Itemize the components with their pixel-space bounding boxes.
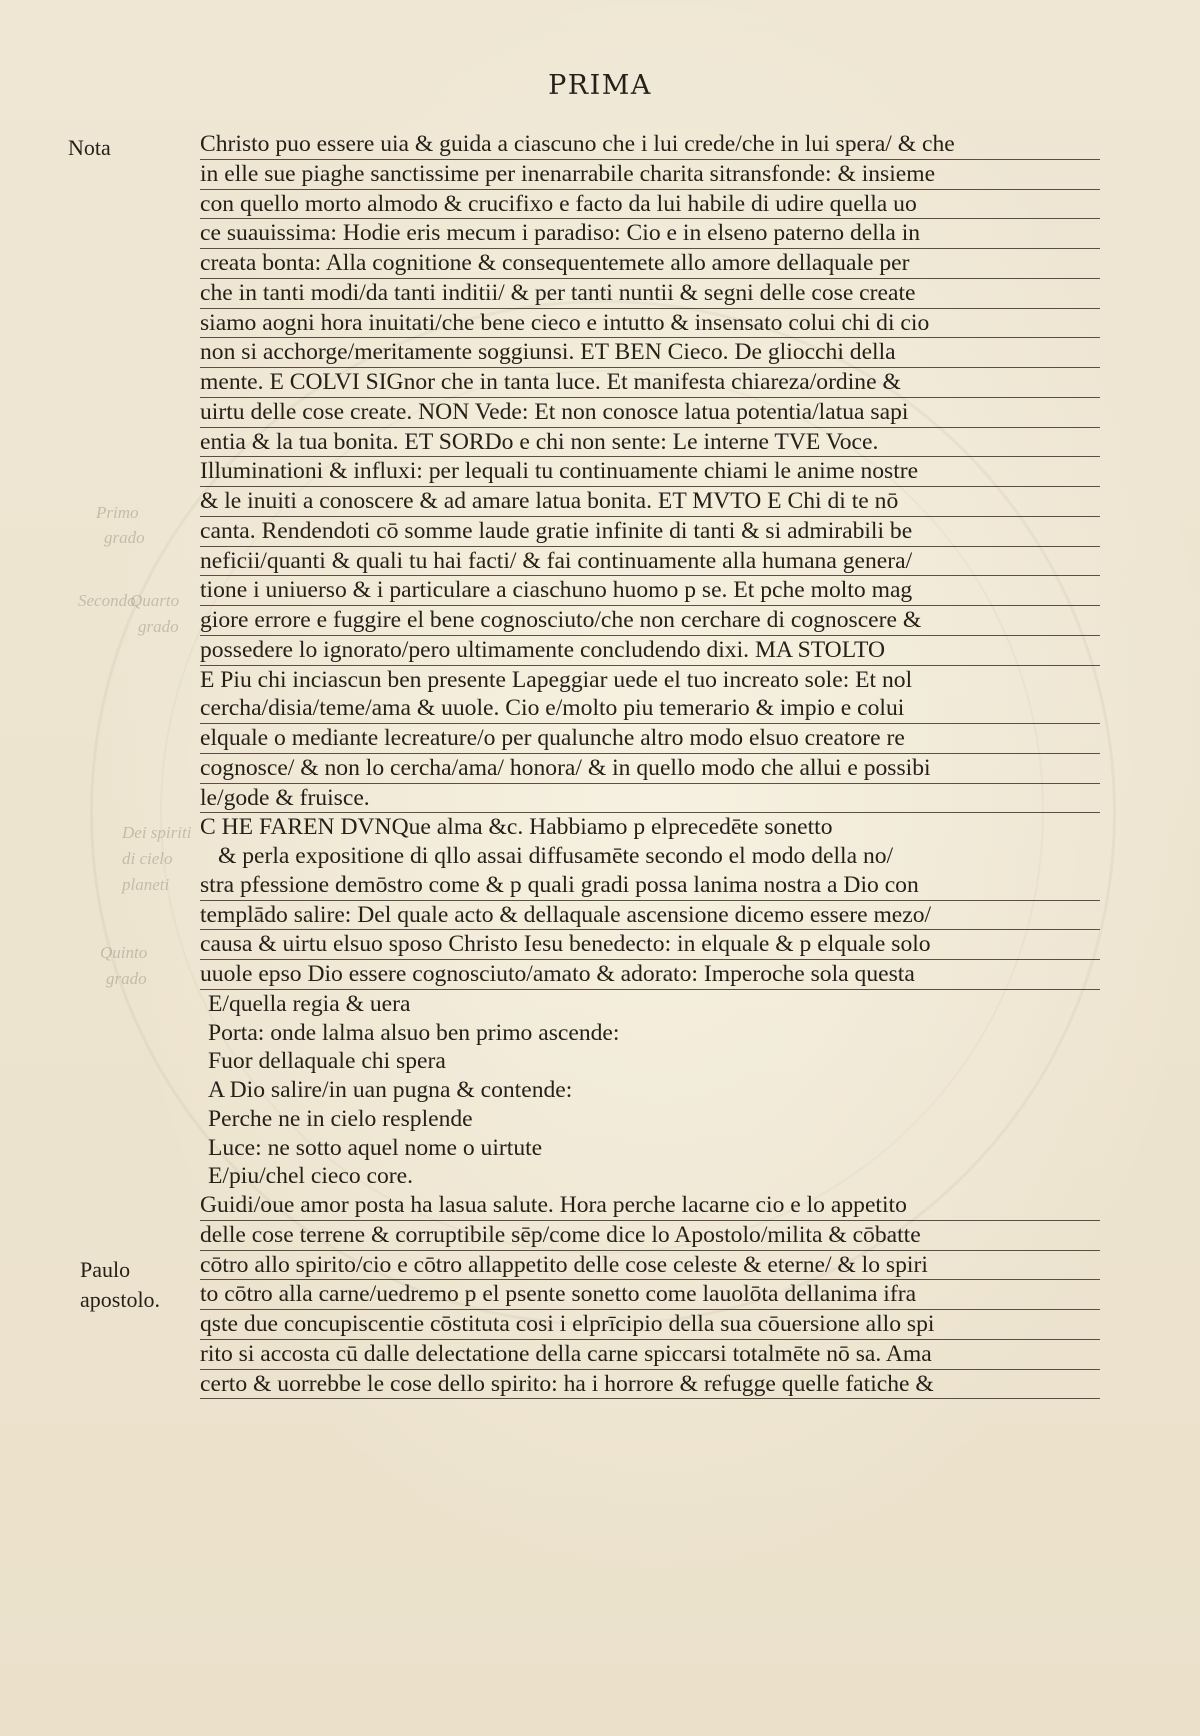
text-line: cercha/disia/teme/ama & uuole. Cio e/molto piu temerario & impio e colui <box>200 694 1100 724</box>
verse-line: Perche ne in cielo resplende <box>208 1105 473 1132</box>
ghost-note: grado <box>138 617 179 636</box>
text-line: mente. E COLVI SIGnor che in tanta luce. Et manifesta chiareza/ordine & <box>200 368 1100 398</box>
text-line: creata bonta: Alla cognitione & consequentemete allo amore dellaquale per <box>200 249 1100 279</box>
verse-line: A Dio salire/in uan pugna & contende: <box>208 1077 573 1103</box>
text-line: siamo aogni hora inuitati/che bene cieco e intutto & insensato colui chi di cio <box>200 309 1100 339</box>
text-line: possedere lo ignorato/pero ultimamente concludendo dixi. MA STOLTO <box>200 636 1100 666</box>
text-line: to cōtro alla carne/uedremo p el psente sonetto come lauolōta dellanima ifra <box>200 1280 1100 1310</box>
text-line: uuole epso Dio essere cognosciuto/amato & adorato: Imperoche sola questa <box>200 960 1100 990</box>
ghost-note: Secondo <box>78 591 136 610</box>
text-line: templādo salire: Del quale acto & dellaquale ascensione dicemo essere mezo/ <box>200 901 1100 931</box>
text-line: rito si accosta cū dalle delectatione della carne spiccarsi totalmēte nō sa. Ama <box>200 1340 1100 1370</box>
text-line: uirtu delle cose create. NON Vede: Et non conosce latua potentia/latua sapi <box>200 398 1100 428</box>
verse-line: Fuor dellaquale chi spera <box>208 1048 446 1075</box>
margin-note-apostolo: apostolo. <box>80 1287 161 1312</box>
ghost-note: grado <box>104 528 145 547</box>
verse-line: Luce: ne sotto aquel nome o uirtute <box>208 1134 543 1161</box>
text-line: neficii/quanti & quali tu hai facti/ & fai continuamente alla humana genera/ <box>200 547 1100 577</box>
text-line: stra pfessione demōstro come & p quali gradi possa lanima nostra a Dio con <box>200 871 1100 901</box>
verse-line: Porta: onde lalma alsuo ben primo ascende: <box>208 1019 620 1046</box>
ghost-note: Quarto <box>130 591 180 610</box>
text-line: elquale o mediante lecreature/o per qualunche altro modo elsuo creatore re <box>200 724 1100 754</box>
text-line: in elle sue piaghe sanctissime per inenarrabile charita sitransfonde: & insieme <box>200 160 1100 190</box>
text-line: ce suauissima: Hodie eris mecum i paradiso: Cio e in elseno paterno della in <box>200 219 1100 249</box>
text-line: Guidi/oue amor posta ha lasua salute. Hora perche lacarne cio e lo appetito <box>200 1191 1100 1221</box>
text-line: delle cose terrene & corruptibile sēp/come dice lo Apostolo/milita & cōbatte <box>200 1221 1100 1251</box>
text-line: con quello morto almodo & crucifixo e facto da lui habile di udire quella uo <box>200 190 1100 220</box>
text-line: non si acchorge/meritamente soggiunsi. ET BEN Cieco. De gliocchi della <box>200 338 1100 368</box>
verse-line: E/piu/chel cieco core. <box>208 1163 414 1190</box>
text-line: cōtro allo spirito/cio e cōtro allappetito delle cose celeste & eterne/ & lo spiri <box>200 1251 1100 1281</box>
text-line: entia & la tua bonita. ET SORDo e chi non sente: Le interne TVE Voce. <box>200 428 1100 458</box>
text-line: Illuminationi & influxi: per lequali tu continuamente chiami le anime nostre <box>200 457 1100 487</box>
ghost-note: di cielo <box>122 849 173 868</box>
ghost-note: Quinto <box>100 943 148 962</box>
text-line: E Piu chi inciascun ben presente Lapeggiar uede el tuo increato sole: Et nol <box>200 666 913 693</box>
text-line: tione i uniuerso & i particulare a ciaschuno huomo p se. Et pche molto mag <box>200 576 1100 606</box>
text-line: cognosce/ & non lo cercha/ama/ honora/ & in quello modo che allui e possibi <box>200 754 1100 784</box>
text-line: le/gode & fruisce. <box>200 784 1100 814</box>
margin-note-paulo: Paulo <box>80 1257 131 1282</box>
text-line: causa & uirtu elsuo sposo Christo Iesu benedecto: in elquale & p elquale solo <box>200 930 1100 960</box>
text-line: qste due concupiscentie cōstituta cosi i elprīcipio della sua cōuersione allo spi <box>200 1310 1100 1340</box>
running-head: PRIMA <box>548 70 652 101</box>
text-line: & le inuiti a conoscere & ad amare latua bonita. ET MVTO E Chi di te nō <box>200 487 1100 517</box>
ghost-note: grado <box>106 969 147 988</box>
text-line: che in tanti modi/da tanti inditii/ & per tanti nuntii & segni delle cose create <box>200 279 1100 309</box>
verse-line: E/quella regia & uera <box>208 990 411 1017</box>
margin-note-nota: Nota <box>68 135 111 160</box>
commentary-text-block <box>200 130 1100 1399</box>
text-line: certo & uorrebbe le cose dello spirito: ha i horrore & refugge quelle fatiche & <box>200 1370 1100 1400</box>
ghost-note: Primo <box>96 503 139 522</box>
ghost-note: planeti <box>122 875 170 894</box>
text-line: & perla expositione di qllo assai diffusamēte secondo el modo della no/ <box>218 843 894 869</box>
text-line: C HE FAREN DVNQue alma &c. Habbiamo p elprecedēte sonetto <box>200 814 833 841</box>
text-line: giore errore e fuggire el bene cognosciuto/che non cerchare di cognoscere & <box>200 606 1100 636</box>
text-line: canta. Rendendoti cō somme laude gratie infinite di tanti & si admirabili be <box>200 517 1100 547</box>
text-line: Christo puo essere uia & guida a ciascuno che i lui crede/che in lui spera/ & che <box>200 130 1100 160</box>
ghost-note: Dei spiriti <box>122 823 192 842</box>
